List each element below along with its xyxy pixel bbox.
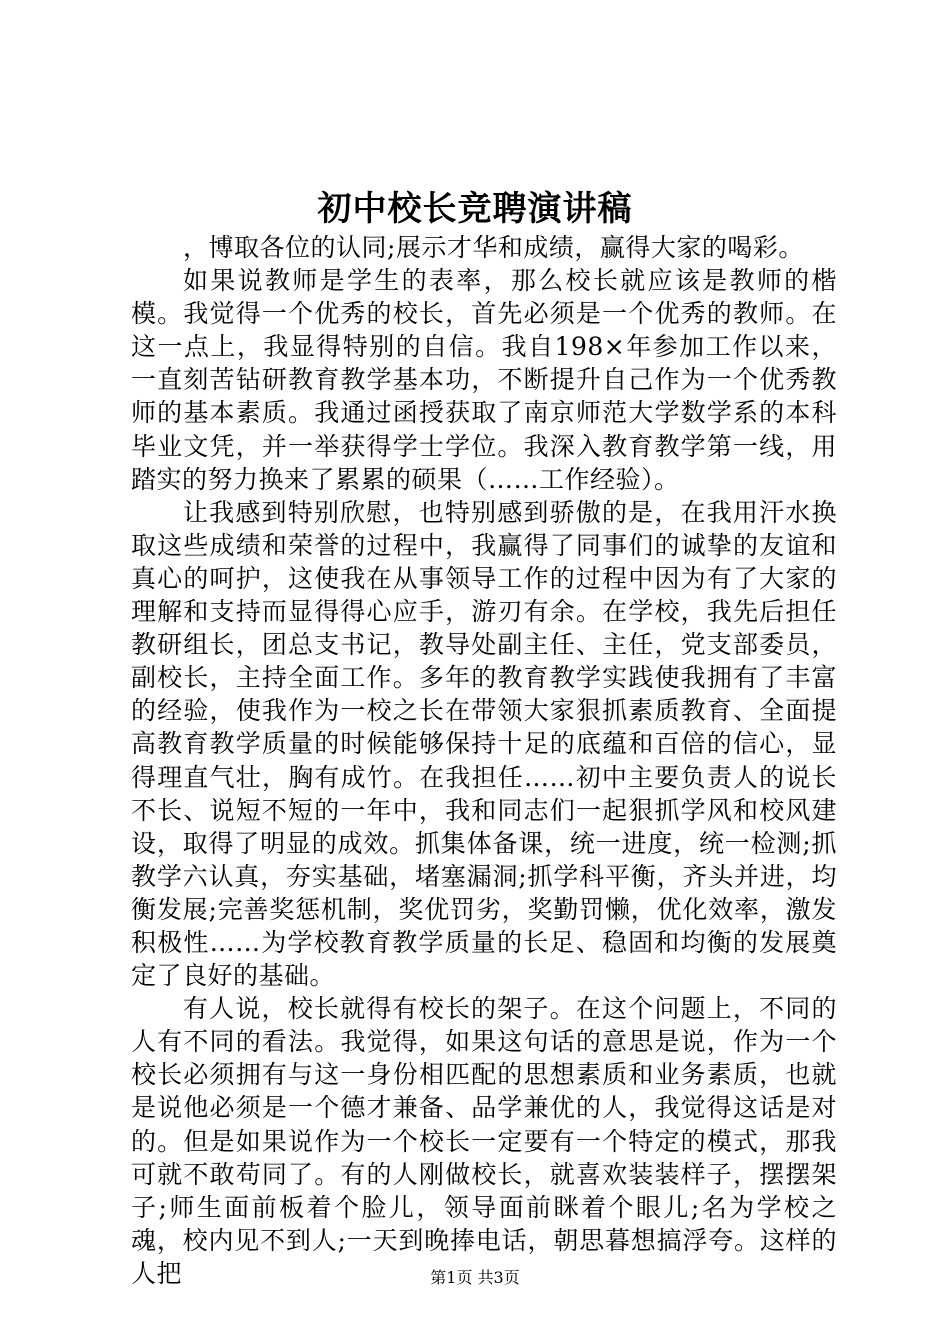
paragraph-4: 有人说，校长就得有校长的架子。在这个问题上，不同的人有不同的看法。我觉得，如果这句话的意思是说，作为一个校长必须拥有与这一身份相匹配的思想素质和业务素质，也就是说他必须是一个德才兼备、品学兼优的人，我觉得这话是对的。但是如果说作为一个校长一定要有一个特定的模式，那我可就不敢苟同了。有的人刚做校长，就喜欢装装样子，摆摆架子;师生面前板着个脸儿，领导面前眯着个眼儿;名为学校之魂，校内见不到人;一天到晚捧电话，朝思暮想搞浮夸。这样的人把	[131, 994, 837, 1288]
paragraph-1: ，博取各位的认同;展示才华和成绩，赢得大家的喝彩。	[183, 233, 804, 262]
page-footer: 第1页 共3页	[430, 1268, 520, 1287]
paragraph-2: 如果说教师是学生的表率，那么校长就应该是教师的楷模。我觉得一个优秀的校长，首先必须是一个优秀的教师。在这一点上，我显得特别的自信。我自198×年参加工作以来，一直刻苦钻研教育教学基本功，不断提升自己作为一个优秀教师的基本素质。我通过函授获取了南京师范大学数学系的本科毕业文凭，并一举获得学士学位。我深入教育教学第一线，用踏实的努力换来了累累的硕果（……工作经验）。	[131, 266, 837, 494]
document-body	[131, 231, 837, 1290]
document-title: 初中校长竞聘演讲稿	[317, 189, 633, 229]
paragraph-3: 让我感到特别欣慰，也特别感到骄傲的是，在我用汗水换取这些成绩和荣誉的过程中，我赢得了同事们的诚挚的友谊和真心的呵护，这使我在从事领导工作的过程中因为有了大家的理解和支持而显得得心应手，游刃有余。在学校，我先后担任教研组长，团总支书记，教导处副主任、主任，党支部委员，副校长，主持全面工作。多年的教育教学实践使我拥有了丰富的经验，使我作为一校之长在带领大家狠抓素质教育、全面提高教育教学质量的时候能够保持十足的底蕴和百倍的信心，显得理直气壮，胸有成竹。在我担任……初中主要负责人的说长不长、说短不短的一年中，我和同志们一起狠抓学风和校风建设，取得了明显的成效。抓集体备课，统一进度，统一检测;抓教学六认真，夯实基础，堵塞漏洞;抓学科平衡，齐头并进，均衡发展;完善奖惩机制，奖优罚劣，奖勤罚懒，优化效率，激发积极性……为学校教育教学质量的长足、稳固和均衡的发展奠定了良好的基础。	[131, 497, 837, 991]
